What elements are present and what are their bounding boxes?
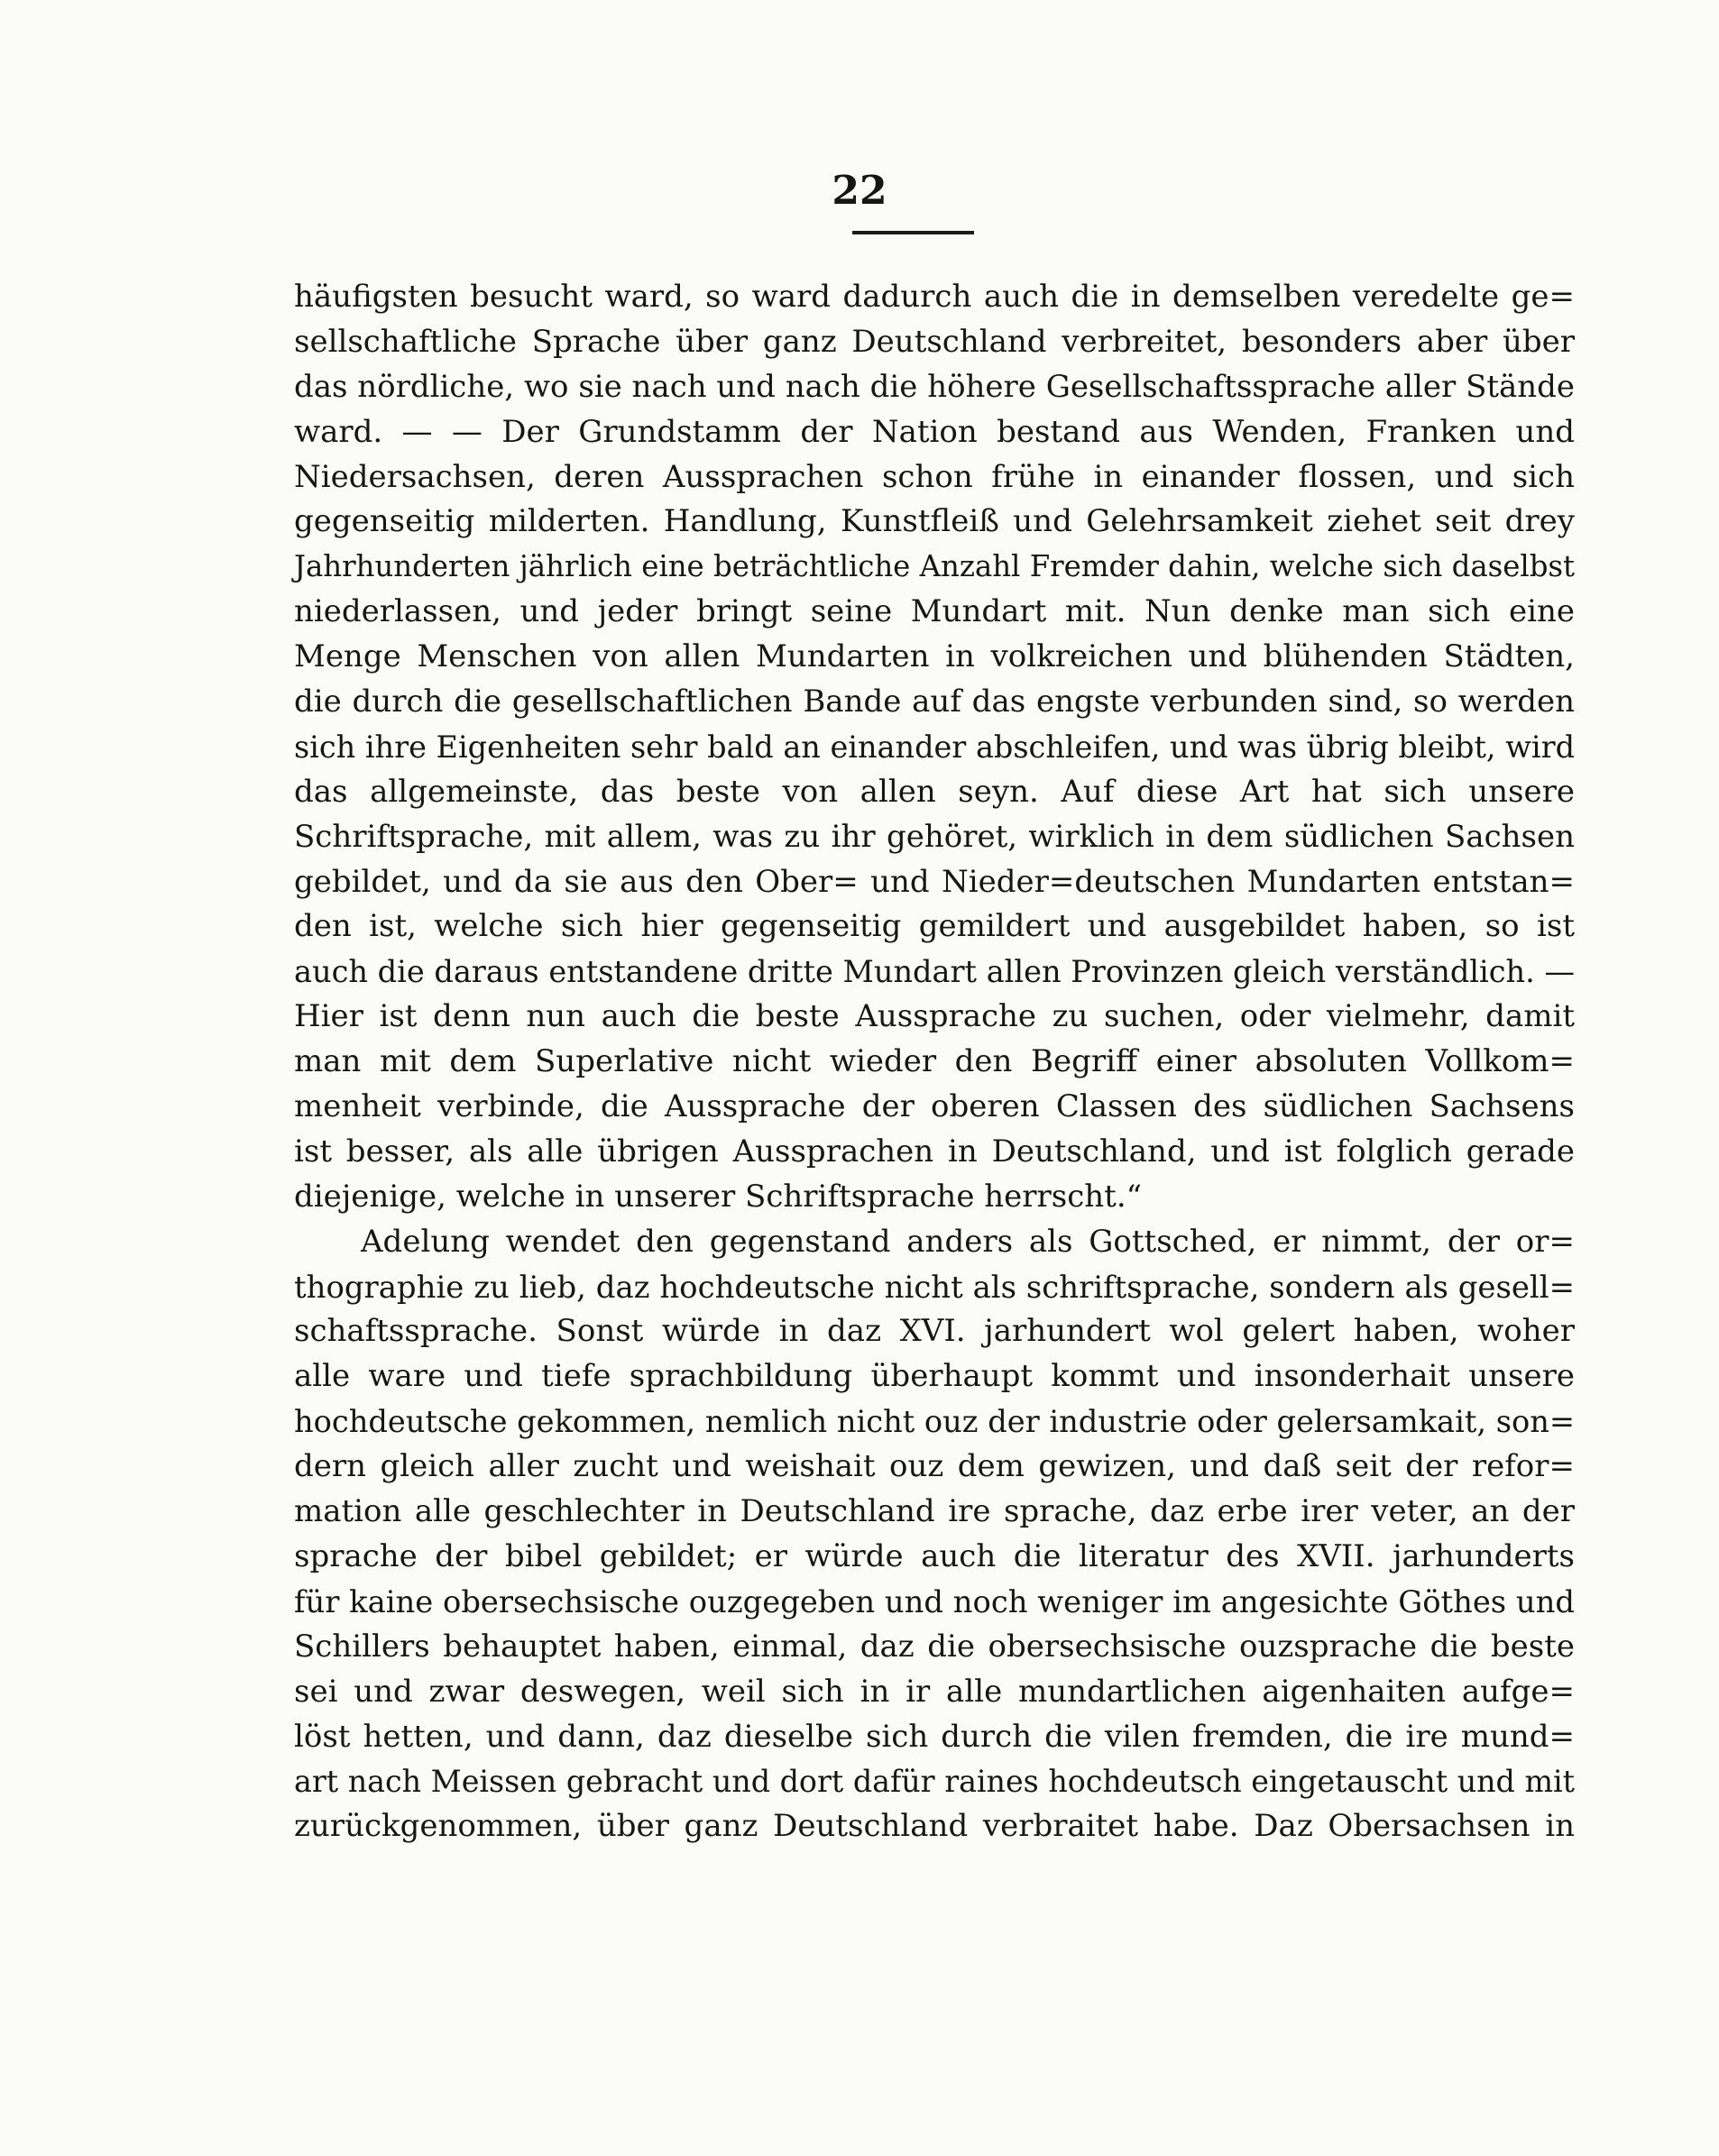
text-line: die durch die gesellschaftlichen Bande auf das engste verbunden sind, so werden: [294, 683, 1575, 720]
text-line: Adelung wendet den gegenstand anders als Gottsched, er nimmt, der or=: [361, 1223, 1575, 1260]
paragraph-1: [294, 275, 1575, 1220]
text-line: gegenseitig milderten. Handlung, Kunstfleiß und Gelehrsamkeit ziehet seit drey: [294, 503, 1575, 540]
text-line: menheit verbinde, die Aussprache der oberen Classen des südlichen Sachsens: [294, 1088, 1575, 1125]
text-line: Menge Menschen von allen Mundarten in volkreichen und blühenden Städten,: [294, 638, 1575, 675]
text-line: hochdeutsche gekommen, nemlich nicht ouz der industrie oder gelersamkait, son=: [294, 1404, 1575, 1440]
text-line: Jahrhunderten jährlich eine beträchtliche Anzahl Fremder dahin, welche sich daselbst: [294, 549, 1575, 584]
body-text: [294, 275, 1575, 1849]
text-line: häufigsten besucht ward, so ward dadurch auch die in demselben veredelte ge=: [294, 279, 1575, 315]
text-line: sei und zwar deswegen, weil sich in ir alle mundartlichen aigenhaiten aufge=: [294, 1673, 1575, 1710]
text-line: Schillers behauptet haben, einmal, daz die obersechsische ouzsprache die beste: [294, 1628, 1575, 1665]
text-line: für kaine obersechsische ouzgegeben und noch weniger im angesichte Göthes und: [294, 1583, 1575, 1619]
text-line: man mit dem Superlative nicht wieder den Begriff einer absoluten Vollkom=: [294, 1043, 1575, 1080]
page-number-rule: [852, 231, 974, 234]
text-line: löst hetten, und dann, daz dieselbe sich durch die vilen fremden, die ire mund=: [294, 1718, 1575, 1755]
text-line: ist besser, als alle übrigen Aussprachen in Deutschland, und ist folglich gerade: [294, 1133, 1575, 1170]
text-line: art nach Meissen gebracht und dort dafür raines hochdeutsch eingetauscht und mit: [294, 1764, 1575, 1800]
text-line: niederlassen, und jeder bringt seine Mundart mit. Nun denke man sich eine: [294, 593, 1575, 630]
text-line: schaftssprache. Sonst würde in daz XVI. jarhundert wol gelert haben, woher: [294, 1313, 1575, 1350]
paragraph-2: [294, 1220, 1575, 1849]
text-line: auch die daraus entstandene dritte Mundart allen Provinzen gleich verständlich. —: [294, 954, 1575, 990]
text-line: sprache der bibel gebildet; er würde auch die literatur des XVII. jarhunderts: [294, 1537, 1575, 1574]
text-line: diejenige, welche in unserer Schriftsprache herrscht.“: [294, 1178, 1143, 1215]
text-line: alle ware und tiefe sprachbildung überhaupt kommt und insonderhait unsere: [294, 1358, 1575, 1395]
text-line: Hier ist denn nun auch die beste Aussprache zu suchen, oder vielmehr, damit: [294, 998, 1575, 1035]
text-line: mation alle geschlechter in Deutschland ire sprache, daz erbe irer veter, an der: [294, 1493, 1575, 1530]
page-number: 22: [832, 168, 887, 214]
text-line: zurückgenommen, über ganz Deutschland verbraitet habe. Daz Obersachsen in: [294, 1808, 1575, 1845]
text-line: dern gleich aller zucht und weishait ouz dem gewizen, und daß seit der refor=: [294, 1448, 1575, 1485]
text-line: sich ihre Eigenheiten sehr bald an einander abschleifen, und was übrig bleibt, wird: [294, 729, 1575, 765]
text-line: ward. — — Der Grundstamm der Nation bestand aus Wenden, Franken und: [294, 413, 1575, 450]
text-line: das allgemeinste, das beste von allen seyn. Auf diese Art hat sich unsere: [294, 773, 1575, 810]
text-line: das nördliche, wo sie nach und nach die höhere Gesellschaftssprache aller Stände: [294, 368, 1575, 405]
text-line: gebildet, und da sie aus den Ober= und Nieder=deutschen Mundarten entstan=: [294, 863, 1575, 900]
text-line: Schriftsprache, mit allem, was zu ihr gehöret, wirklich in dem südlichen Sachsen: [294, 818, 1575, 855]
text-line: Niedersachsen, deren Aussprachen schon frühe in einander flossen, und sich: [294, 458, 1575, 495]
text-line: den ist, welche sich hier gegenseitig gemildert und ausgebildet haben, so ist: [294, 908, 1575, 945]
text-line: thographie zu lieb, daz hochdeutsche nicht als schriftsprache, sondern als gesell=: [294, 1269, 1575, 1305]
text-line: sellschaftliche Sprache über ganz Deutschland verbreitet, besonders aber über: [294, 323, 1575, 360]
